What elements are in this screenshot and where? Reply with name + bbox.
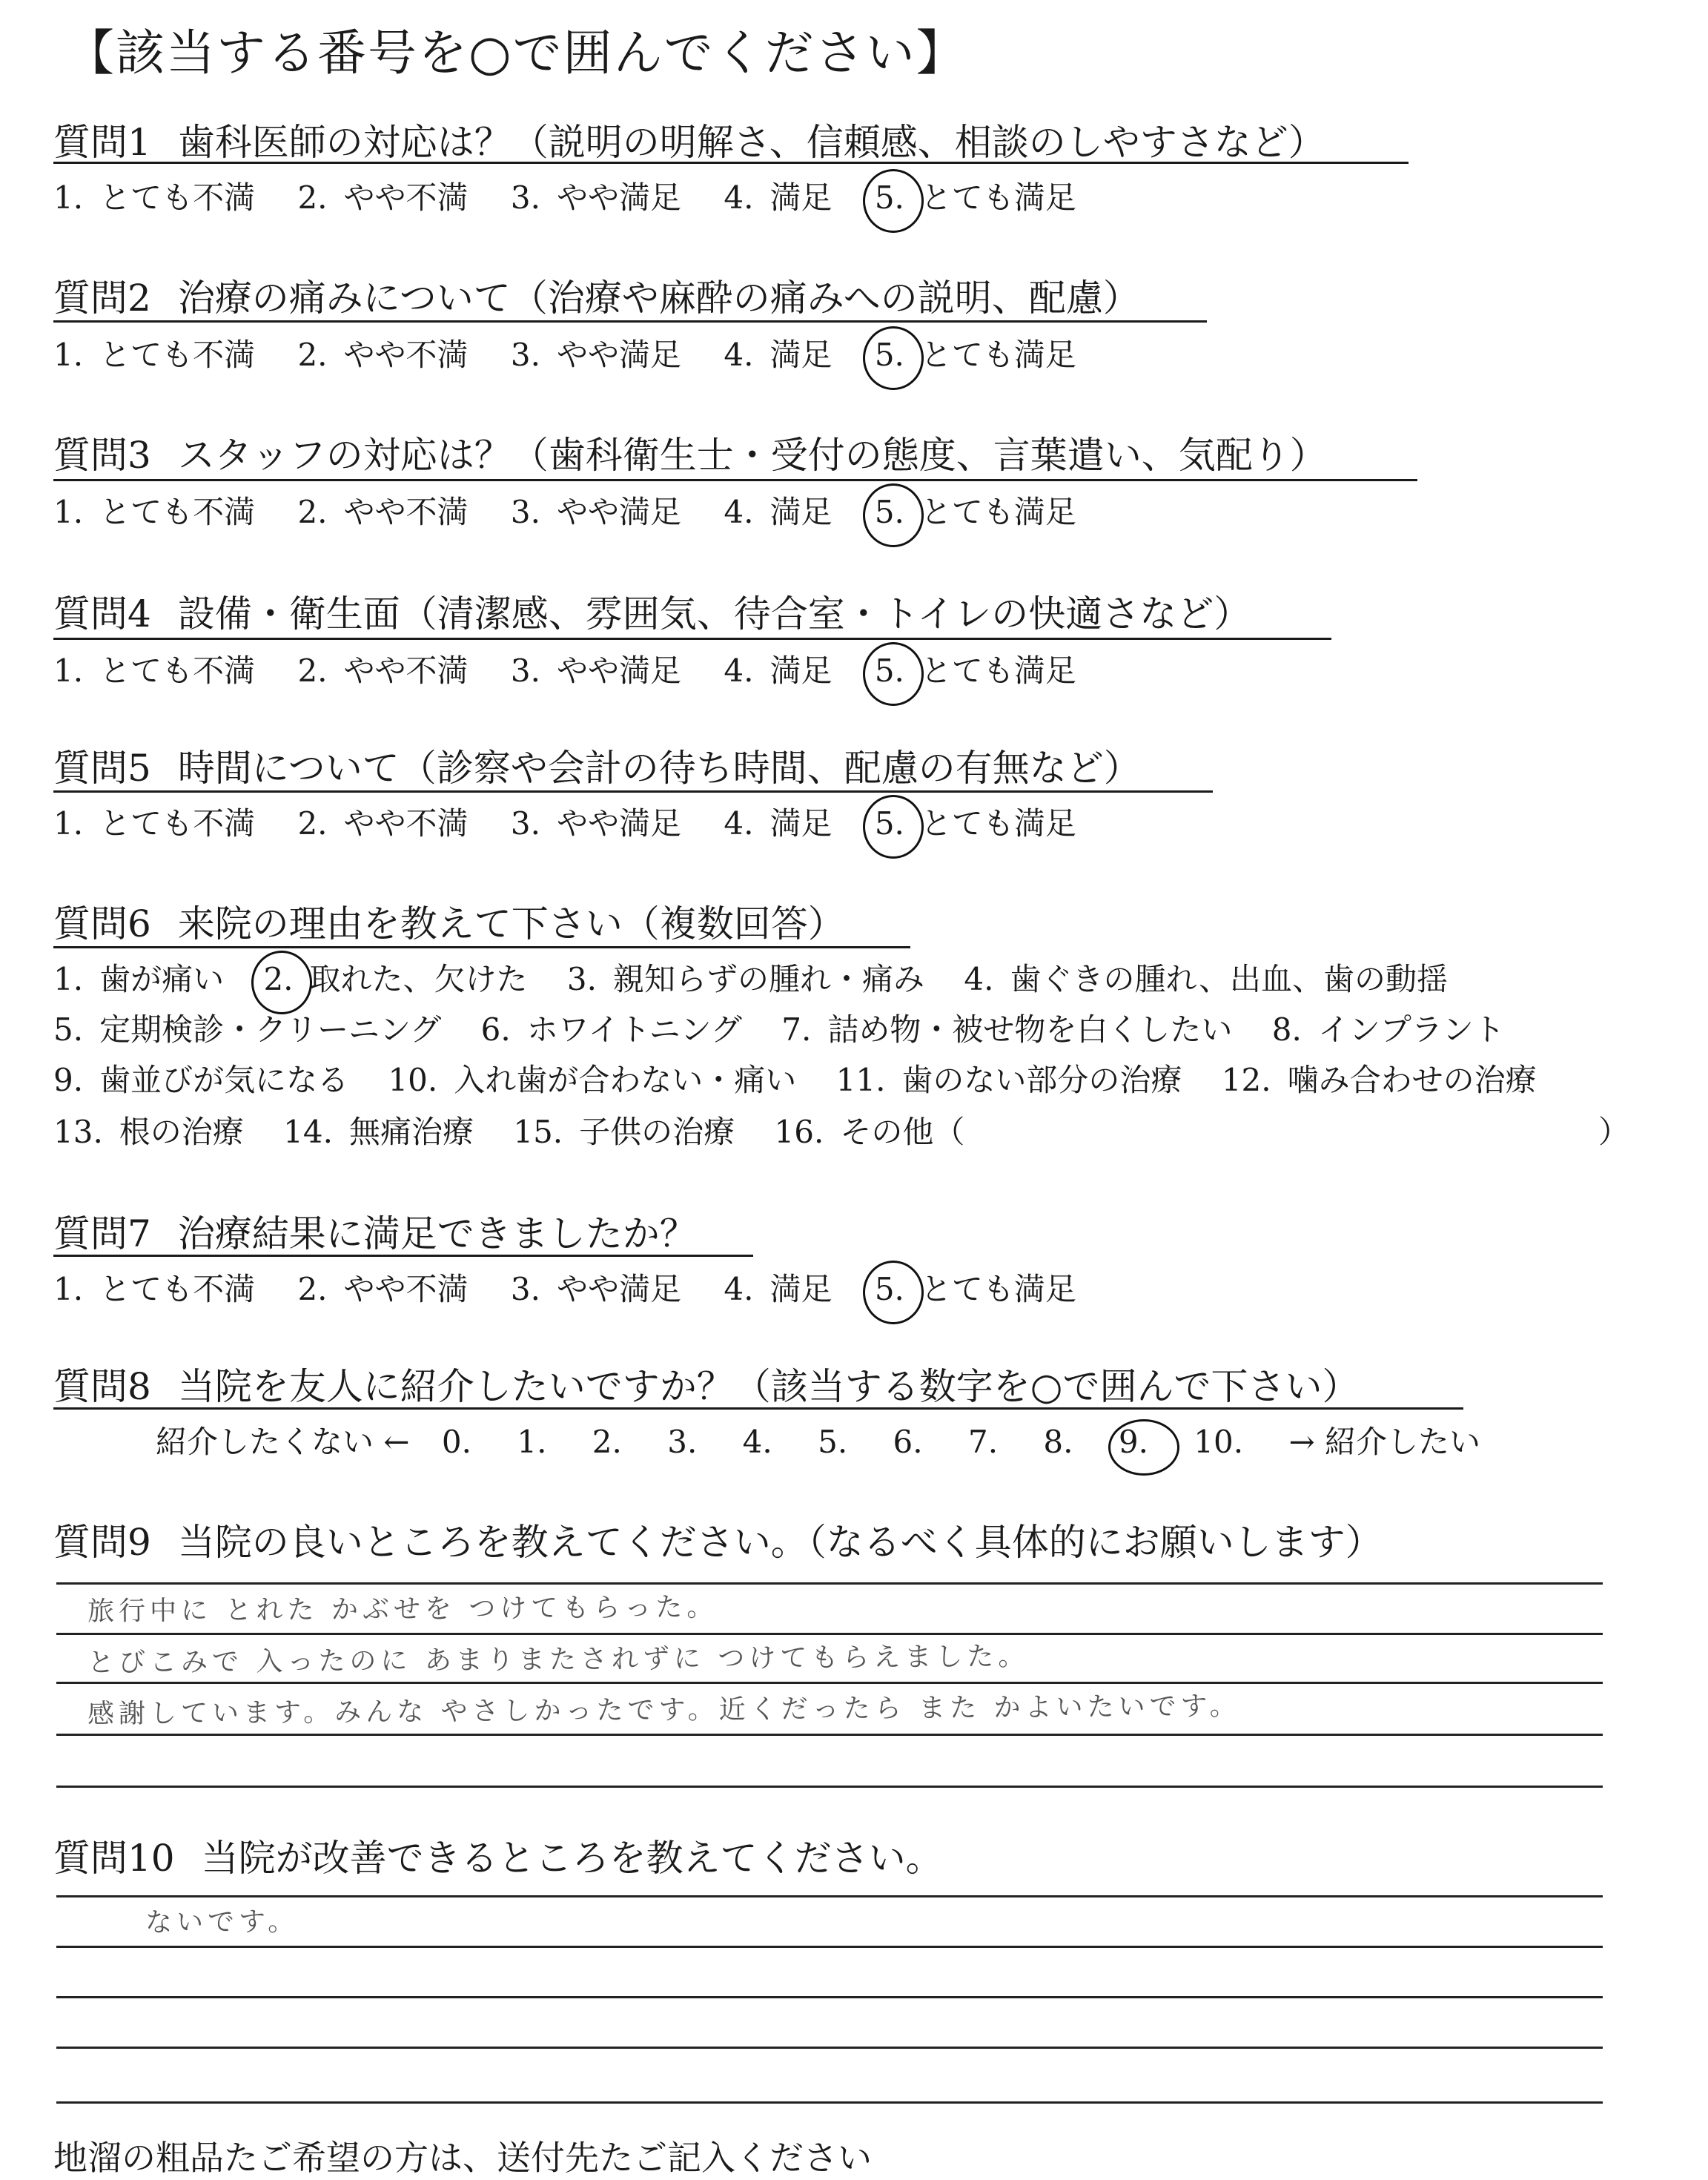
question-text: 時間について（診察や会計の待ち時間、配慮の有無など） [177,747,1141,790]
answer-line [56,1895,1603,1897]
referral-scale [156,1418,1503,1462]
reason-option-other[interactable]: 16. その他（ [774,1114,965,1150]
rating-option-selected[interactable]: 5. とても満足 [874,494,1076,530]
question-label: 質問7 [53,1212,151,1255]
question-label: 質問10 [53,1837,175,1880]
question-label: 質問3 [53,434,151,477]
reason-options-row-2 [53,1005,1535,1050]
question-text: 歯科医師の対応は？（説明の明解さ、信頼感、相談のしやすさなど） [177,121,1325,164]
rating-options [53,488,1109,532]
other-close-paren: ） [1598,1114,1630,1150]
reason-options-row-3 [53,1056,1566,1100]
question-text: 当院が改善できるところを教えてください。 [201,1837,943,1880]
rating-option[interactable]: 1. とても不満 [53,653,256,689]
reason-option[interactable]: 3. 親知らずの腫れ・痛み [566,961,924,997]
handwritten-answer-line: とびこみで 入ったのに あまりまたされずに つけてもらえました。 [87,1641,1030,1679]
handwritten-answer-line: ないです。 [145,1906,299,1938]
question-underline [53,790,1213,793]
question-underline [53,1255,753,1257]
scale-option[interactable]: 1. [517,1424,547,1460]
scale-option[interactable]: 4. [742,1424,772,1460]
rating-option[interactable]: 4. 満足 [724,805,833,842]
question-text: 治療結果に満足できましたか？ [177,1212,697,1255]
rating-option[interactable]: 3. やや満足 [510,337,681,373]
reason-option[interactable]: 8. インプラント [1271,1011,1505,1048]
reason-option[interactable]: 1. 歯が痛い [53,961,225,997]
rating-options [53,1265,1109,1309]
scale-option[interactable]: 6. [893,1424,923,1460]
rating-option-selected[interactable]: 5. とても満足 [874,653,1076,689]
question-label: 質問5 [53,747,151,790]
reason-option[interactable]: 15. 子供の治療 [513,1114,735,1150]
rating-options [53,799,1109,844]
rating-option[interactable]: 1. とても不満 [53,337,256,373]
reason-option[interactable]: 7. 詰め物・被せ物を白くしたい [781,1011,1233,1048]
question-underline [53,1407,1463,1410]
rating-options [53,174,1109,218]
scale-right-label: → 紹介したい [1288,1424,1480,1460]
rating-option-selected[interactable]: 5. とても満足 [874,337,1076,373]
question-underline [53,479,1417,481]
rating-option[interactable]: 3. やや満足 [510,805,681,842]
answer-line [56,2101,1603,2104]
rating-option[interactable]: 4. 満足 [724,1271,833,1307]
rating-option[interactable]: 3. やや満足 [510,653,681,689]
rating-option[interactable]: 2. やや不満 [297,179,469,216]
scale-option[interactable]: 3. [667,1424,698,1460]
question-underline [53,320,1207,323]
rating-option[interactable]: 1. とても不満 [53,1271,256,1307]
answer-line [56,1682,1603,1684]
reason-options-row-1 [53,955,1477,1000]
answer-line [56,1786,1603,1788]
footer-instruction-partial: 地溜の粗品たご希望の方は、送付先たご記入ください [53,2138,872,2178]
question-text: 来院の理由を教えて下さい（複数回答） [177,902,845,945]
rating-option[interactable]: 2. やや不満 [297,653,469,689]
rating-option-selected[interactable]: 5. とても満足 [874,805,1076,842]
rating-option[interactable]: 1. とても不満 [53,805,256,842]
question-label: 質問9 [53,1521,151,1564]
question-text: 当院の良いところを教えてください。（なるべく具体的にお願いします） [177,1521,1383,1564]
question-text: 治療の痛みについて（治療や麻酔の痛みへの説明、配慮） [177,277,1140,320]
question-underline [53,638,1331,640]
answer-line [56,1946,1603,1948]
answer-line [56,1582,1603,1585]
question-text: 設備・衛生面（清潔感、雰囲気、待合室・トイレの快適さなど） [177,592,1251,635]
reason-option[interactable]: 11. 歯のない部分の治療 [835,1062,1182,1098]
rating-option[interactable]: 4. 満足 [724,179,833,216]
form-title: 【該当する番号を○で囲んでください】 [65,24,967,82]
rating-option[interactable]: 4. 満足 [724,494,833,530]
question-underline [53,946,910,948]
rating-option[interactable]: 3. やや満足 [510,1271,681,1307]
handwritten-answer-line: 感謝しています。みんな やさしかったです。近くだったら また かよいたいです。 [87,1691,1241,1730]
scale-option-selected[interactable]: 9. [1118,1424,1148,1460]
scale-option[interactable]: 8. [1043,1424,1073,1460]
rating-option[interactable]: 2. やや不満 [297,1271,469,1307]
question-text: スタッフの対応は？（歯科衛生士・受付の態度、言葉遣い、気配り） [177,434,1327,477]
reason-option[interactable]: 13. 根の治療 [53,1114,244,1150]
question-label: 質問4 [53,592,151,635]
scale-left-label: 紹介したくない ← [156,1424,410,1460]
rating-option[interactable]: 1. とても不満 [53,494,256,530]
answer-line [56,1996,1603,1998]
question-text: 当院を友人に紹介したいですか？（該当する数字を○で囲んで下さい） [177,1365,1360,1408]
scale-option[interactable]: 2. [592,1424,622,1460]
scale-option[interactable]: 10. [1194,1424,1244,1460]
reason-option[interactable]: 5. 定期検診・クリーニング [53,1011,442,1048]
answer-line [56,1633,1603,1635]
reason-options-row-4 [53,1108,994,1152]
rating-option[interactable]: 2. やや不満 [297,805,469,842]
reason-option[interactable]: 9. 歯並びが気になる [53,1062,349,1098]
answer-line [56,2047,1603,2049]
handwritten-answer-line: 旅行中に とれた かぶせを つけてもらった。 [87,1592,718,1627]
rating-option[interactable]: 2. やや不満 [297,494,469,530]
reason-option[interactable]: 14. 無痛治療 [283,1114,474,1150]
question-label: 質問8 [53,1365,151,1408]
rating-option[interactable]: 3. やや満足 [510,494,681,530]
reason-option[interactable]: 10. 入れ歯が合わない・痛い [388,1062,797,1098]
rating-option-selected[interactable]: 5. とても満足 [874,1271,1076,1307]
question-label: 質問2 [53,277,151,320]
rating-option[interactable]: 3. やや満足 [510,179,681,216]
rating-options [53,647,1109,691]
scale-option[interactable]: 0. [441,1424,471,1460]
question-label: 質問6 [53,902,151,945]
rating-option[interactable]: 2. やや不満 [297,337,469,373]
reason-option[interactable]: 6. ホワイトニング [480,1011,742,1048]
answer-line [56,1734,1603,1736]
rating-option-selected[interactable]: 5. とても満足 [874,179,1076,216]
reason-option[interactable]: 12. 噛み合わせの治療 [1221,1062,1537,1098]
question-underline [53,162,1409,164]
question-label: 質問1 [53,121,151,164]
rating-option[interactable]: 4. 満足 [724,337,833,373]
rating-option[interactable]: 1. とても不満 [53,179,256,216]
reason-option[interactable]: 4. 歯ぐきの腫れ、出血、歯の動揺 [964,961,1448,997]
rating-option[interactable]: 4. 満足 [724,653,833,689]
rating-options [53,331,1109,375]
scale-option[interactable]: 5. [818,1424,848,1460]
reason-option-selected[interactable]: 2. 取れた、欠けた [263,961,528,997]
scale-option[interactable]: 7. [967,1424,999,1460]
